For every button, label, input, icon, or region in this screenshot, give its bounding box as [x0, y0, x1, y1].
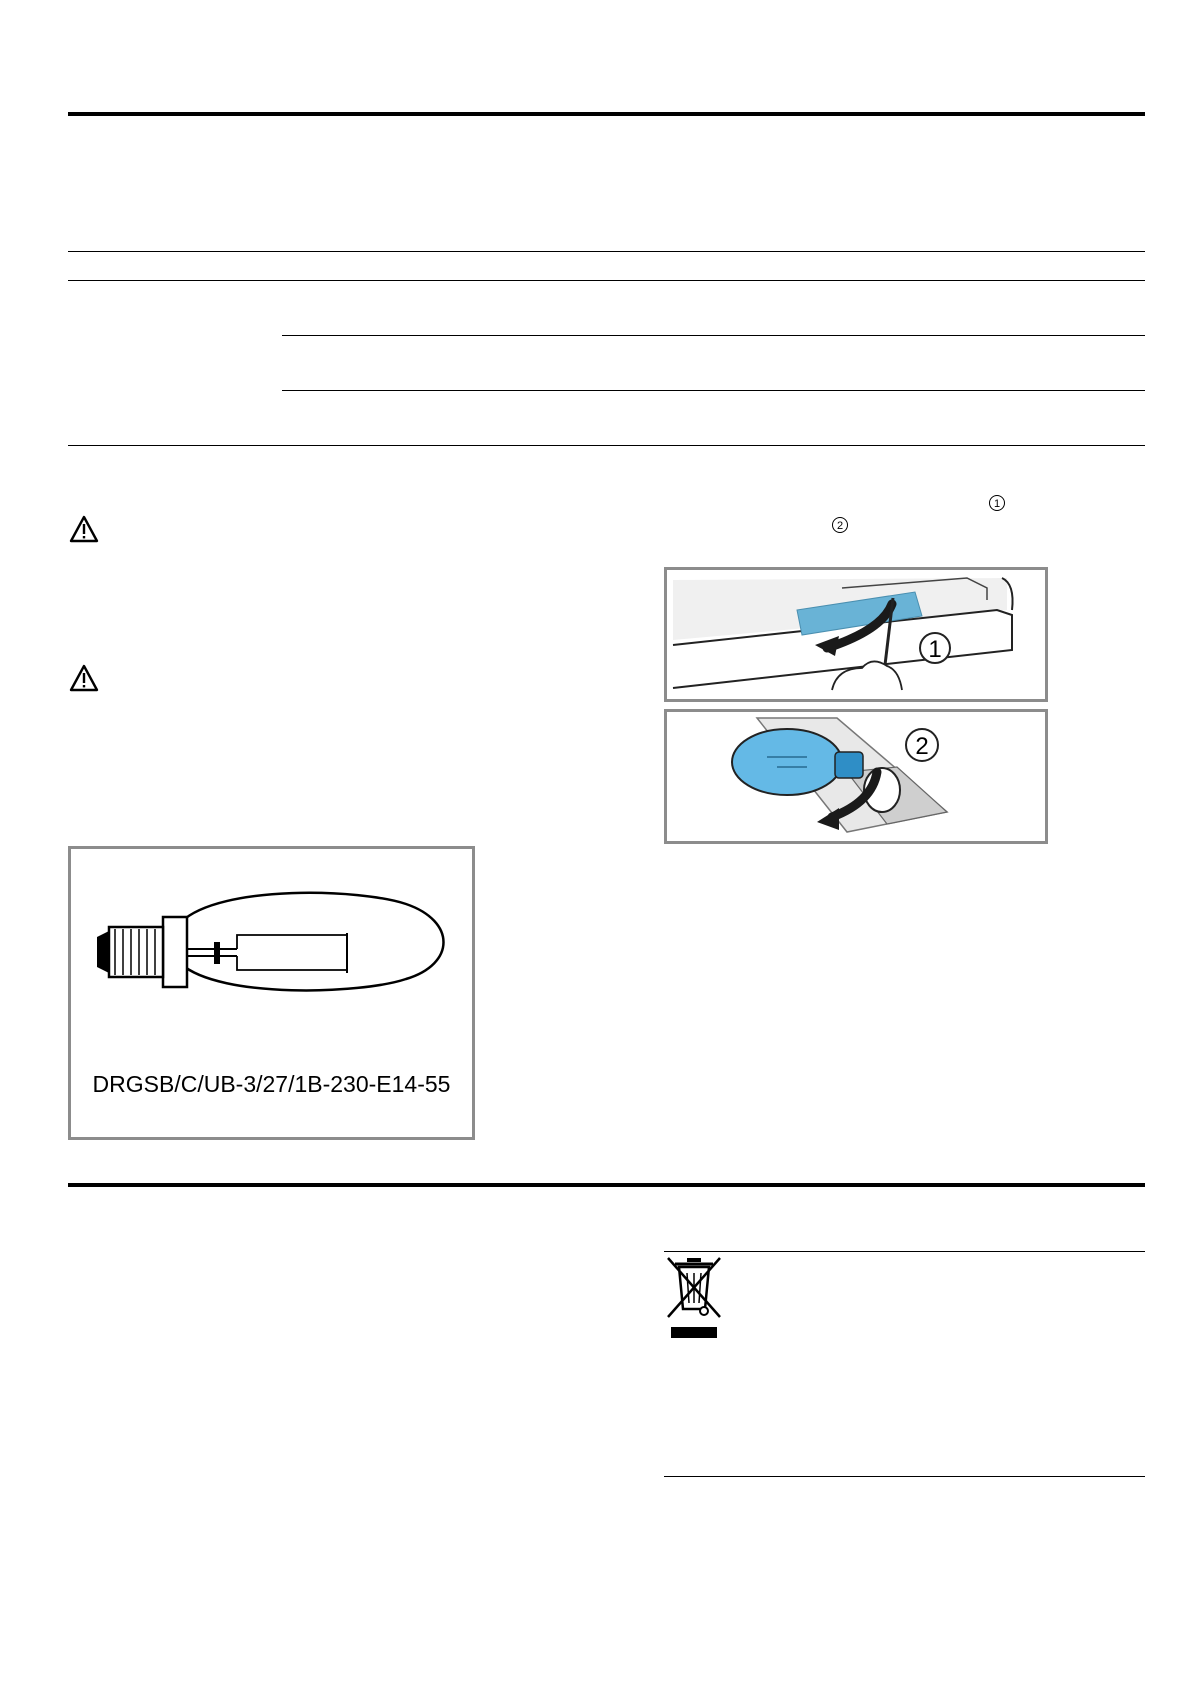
- bulb-spec-illustration: [68, 846, 475, 1140]
- step1-illustration: [664, 567, 1048, 702]
- section-rule-disposal: [68, 1183, 1145, 1187]
- table-rule-2: [282, 335, 1145, 336]
- step-marker-2: 2: [832, 517, 848, 533]
- weee-box-rule-bottom: [664, 1476, 1145, 1477]
- table-rule-3: [282, 390, 1145, 391]
- e14-candle-bulb-drawing: [71, 849, 472, 1069]
- bulb-removal-drawing: [667, 712, 1045, 841]
- weee-box-rule-top: [664, 1251, 1145, 1252]
- step-marker-1: 1: [989, 495, 1005, 511]
- table-rule-1: [68, 280, 1145, 281]
- section-rule-top: [68, 112, 1145, 116]
- lamp-cover-removal-drawing: [667, 570, 1045, 699]
- warning-icon: [69, 664, 99, 692]
- crossed-out-wheelie-bin-icon: [665, 1255, 723, 1341]
- warning-icon: [69, 515, 99, 543]
- step2-illustration: [664, 709, 1048, 844]
- step2-number: 2: [915, 733, 929, 760]
- table-rule-bottom: [68, 445, 1145, 446]
- step1-number: 1: [928, 636, 942, 663]
- table-rule-header: [68, 251, 1145, 252]
- bulb-type-label: DRGSB/C/UB-3/27/1B-230-E14-55: [92, 1071, 451, 1097]
